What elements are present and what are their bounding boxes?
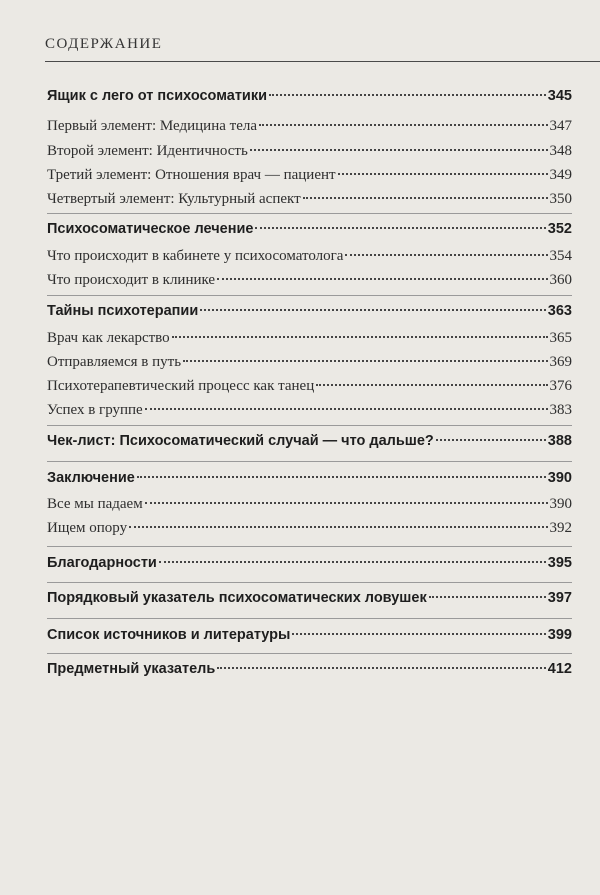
toc-entry: [47, 378, 572, 395]
toc-entry-title: Психотерапевтический процесс как танец: [47, 378, 315, 394]
toc-entry: [47, 248, 572, 265]
toc-entry: [47, 118, 572, 135]
header-rule: [45, 61, 600, 62]
toc-leader-dots: [345, 254, 547, 256]
toc-entry-page: 348: [549, 143, 572, 159]
toc-leader-dots: [436, 439, 546, 441]
toc-entry: [47, 555, 572, 571]
toc-leader-dots: [292, 633, 545, 635]
toc-entry-page: 383: [549, 402, 572, 418]
section-divider: [47, 546, 572, 547]
toc-entry-title: Список источников и литературы: [47, 627, 291, 643]
toc-entry-title: Отправляемся в путь: [47, 354, 182, 370]
toc-entry-page: 397: [547, 590, 572, 606]
toc-entry-page: 360: [549, 272, 572, 288]
toc-leader-dots: [250, 149, 548, 151]
toc-entry-title: Все мы падаем: [47, 496, 143, 512]
toc-entry: [47, 627, 572, 643]
toc-entry: [47, 433, 572, 449]
toc-entry-title: Ищем опору: [47, 520, 128, 536]
toc-entry: [47, 590, 572, 606]
toc-entry-title: Третий элемент: Отношения врач — пациент: [47, 167, 336, 183]
toc-entry: [47, 496, 572, 513]
toc-entry-title: Что происходит в клинике: [47, 272, 216, 288]
section-divider: [47, 618, 572, 619]
toc-entry-page: 365: [549, 330, 572, 346]
toc-entry-page: 352: [547, 221, 572, 237]
toc-entry-title: Первый элемент: Медицина тела: [47, 118, 257, 134]
toc-entry: [47, 520, 572, 537]
toc-leader-dots: [129, 526, 547, 528]
toc-entry-page: 354: [549, 248, 572, 264]
toc-entry-page: 399: [547, 627, 572, 643]
section-divider: [47, 653, 572, 654]
toc-entry-title: Врач как лекарство: [47, 330, 170, 346]
toc-leader-dots: [429, 596, 546, 598]
toc-entry: [47, 143, 572, 160]
toc-entry-page: 345: [547, 88, 572, 104]
toc-entry-page: 412: [547, 661, 572, 677]
toc-entry-page: 390: [549, 496, 572, 512]
toc-entry: [47, 272, 572, 289]
page-header-title: СОДЕРЖАНИЕ: [45, 36, 163, 52]
toc-entry: [47, 402, 572, 419]
section-divider: [47, 461, 572, 462]
toc-leader-dots: [217, 278, 547, 280]
toc-entry-title: Второй элемент: Идентичность: [47, 143, 248, 159]
toc-entry-title: Предметный указатель: [47, 661, 216, 677]
toc-entry-title: Тайны психотерапии: [47, 303, 199, 319]
section-divider: [47, 425, 572, 426]
toc-entry-page: 347: [549, 118, 572, 134]
toc-entry-page: 392: [549, 520, 572, 536]
toc-leader-dots: [137, 476, 546, 478]
toc-leader-dots: [172, 336, 548, 338]
toc-entry: [47, 167, 572, 184]
toc-entry: [47, 191, 572, 208]
toc-leader-dots: [145, 502, 548, 504]
toc-leader-dots: [183, 360, 547, 362]
toc-leader-dots: [316, 384, 547, 386]
toc-leader-dots: [217, 667, 546, 669]
toc-entry-title: Ящик с лего от психосоматики: [47, 88, 268, 104]
toc-entry: [47, 221, 572, 237]
toc-entry-page: 369: [549, 354, 572, 370]
toc-leader-dots: [159, 561, 546, 563]
toc-entry-title: Чек-лист: Психосоматический случай — что дальше?: [47, 433, 434, 449]
toc-entry-page: 390: [547, 470, 572, 486]
toc-entry-page: 350: [549, 191, 572, 207]
section-divider: [47, 582, 572, 583]
toc-leader-dots: [255, 227, 545, 229]
toc-leader-dots: [303, 197, 548, 199]
toc-entry-page: 388: [547, 433, 572, 449]
toc-entry-title: Успех в группе: [47, 402, 143, 418]
toc-entry-title: Что происходит в кабинете у психосоматолога: [47, 248, 344, 264]
toc-entry-title: Психосоматическое лечение: [47, 221, 254, 237]
toc-leader-dots: [145, 408, 548, 410]
toc-entry-title: Благодарности: [47, 555, 157, 571]
toc-entry: [47, 330, 572, 347]
toc-entry: [47, 354, 572, 371]
toc-leader-dots: [338, 173, 548, 175]
toc-entry-page: 363: [547, 303, 572, 319]
toc-leader-dots: [200, 309, 546, 311]
toc-leader-dots: [259, 124, 548, 126]
section-divider: [47, 213, 572, 214]
toc-entry-title: Четвертый элемент: Культурный аспект: [47, 191, 301, 207]
section-divider: [47, 295, 572, 296]
toc-entry: [47, 661, 572, 677]
toc-entry: [47, 88, 572, 104]
toc-entry-page: 349: [549, 167, 572, 183]
toc-entry-title: Заключение: [47, 470, 135, 486]
toc-entry-page: 376: [549, 378, 572, 394]
toc-entry: [47, 470, 572, 486]
toc-entry-page: 395: [547, 555, 572, 571]
toc-leader-dots: [269, 94, 546, 96]
toc-entry-title: Порядковый указатель психосоматических ловушек: [47, 590, 427, 606]
toc-entry: [47, 303, 572, 319]
